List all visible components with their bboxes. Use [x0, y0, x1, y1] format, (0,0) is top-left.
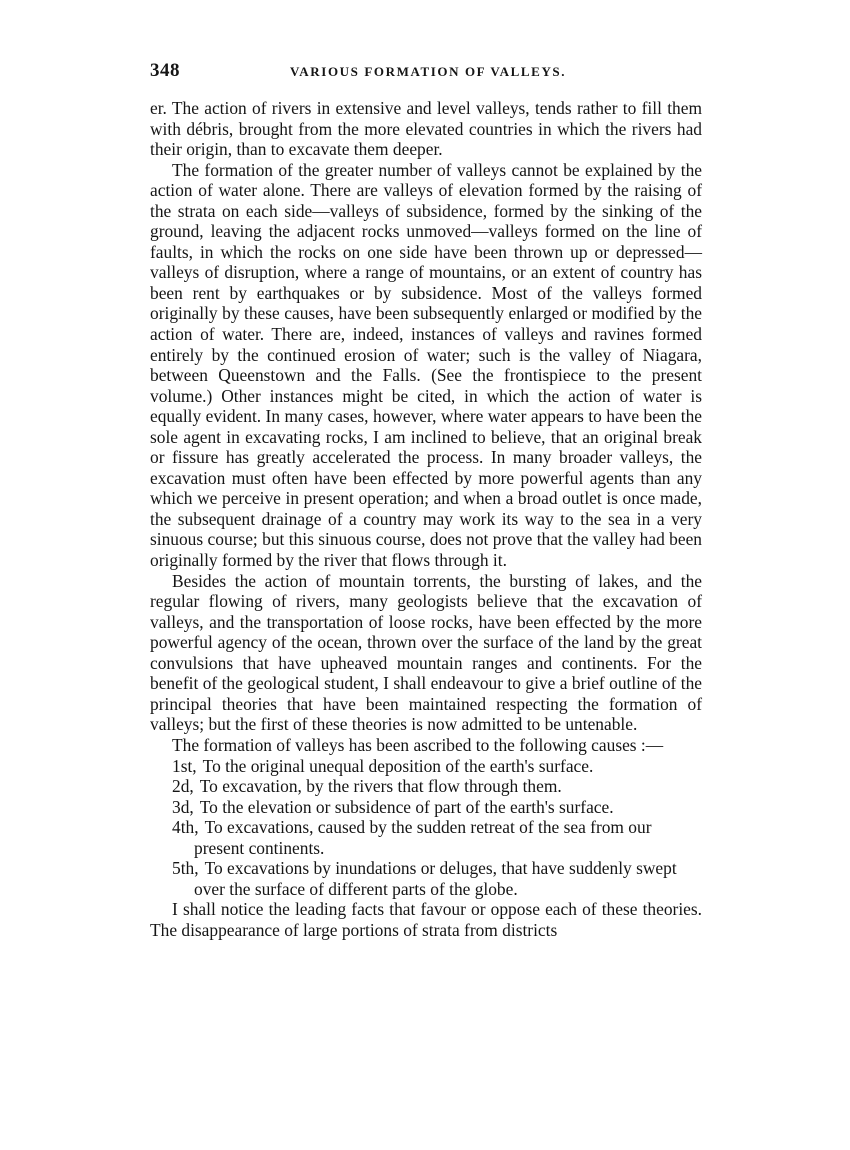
list-item-text: To excavations by inundations or deluges, that have suddenly swept over the surface of different parts of the globe. [194, 858, 677, 899]
book-page [150, 60, 702, 940]
list-item-number: 3d, [172, 796, 194, 817]
list-item-text: To excavations, caused by the sudden retreat of the sea from our present continents. [194, 817, 652, 858]
list-item [150, 817, 702, 858]
list-item-text: To the elevation or subsidence of part of the earth's surface. [199, 796, 614, 817]
page-body [150, 98, 702, 940]
list-item-number: 2d, [172, 776, 194, 797]
paragraph-closing: I shall notice the leading facts that favour or oppose each of these theories. The disappearance of large portions of strata from districts [150, 899, 702, 940]
running-head: VARIOUS FORMATION OF VALLEYS. [290, 64, 567, 79]
list-item-number: 1st, [172, 755, 197, 776]
list-item [150, 858, 702, 899]
paragraph-ocean-agency: Besides the action of mountain torrents, the bursting of lakes, and the regular flowing of rivers, many geologists believe that the excavation of valleys, and the transportation of loose rocks, have been effected by the more powerful agency of the ocean, thrown over the surface of the land by the great convulsions that have upheaved mountain ranges and continents. For the benefit of the geological student, I shall endeavour to give a brief outline of the principal theories that have been maintained respecting the formation of valleys; but the first of these theories is now admitted to be untenable. [150, 570, 702, 735]
paragraph-continuation: er. The action of rivers in extensive and level valleys, tends rather to fill them with débris, brought from the more elevated countries in which the rivers had their origin, than to excavate them deeper. [150, 98, 702, 160]
list-item-text: To the original unequal deposition of the earth's surface. [202, 755, 594, 776]
paragraph-valley-types: The formation of the greater number of valleys cannot be explained by the action of water alone. There are valleys of elevation formed by the raising of the strata on each side—valleys of subsidence, formed by the sinking of the ground, leaving the adjacent rocks unmoved—valleys formed on the line of faults, in which the rocks on one side have been thrown up or depressed—valleys of disruption, where a range of mountains, or an extent of country has been rent by earthquakes or by subsidence. Most of the valleys formed originally by these causes, have been subsequently enlarged or modified by the action of water. There are, indeed, instances of valleys and ravines formed entirely by the continued erosion of water; such is the valley of Niagara, between Queenstown and the Falls. (See the frontispiece to the present volume.) Other instances might be cited, in which the action of water is equally evident. In many cases, however, where water appears to have been the sole agent in excavating rocks, I am inclined to believe, that an original break or fissure has greatly accelerated the process. In many broader valleys, the excavation must often have been effected by more powerful agents than any which we perceive in present operation; and when a broad outlet is once made, the subsequent drainage of a country may work its way to the sea in a very sinuous course; but this sinuous course, does not prove that the valley had been originally formed by the river that flows through it. [150, 159, 702, 571]
list-item-text: To excavation, by the rivers that flow through them. [199, 776, 562, 797]
list-item-number: 4th, [172, 817, 199, 838]
paragraph-causes-intro: The formation of valleys has been ascribed to the following causes :— [172, 734, 664, 755]
list-item [150, 756, 702, 777]
list-item [150, 797, 702, 818]
page-number: 348 [150, 60, 180, 81]
causes-list [150, 756, 702, 900]
list-item [150, 776, 702, 797]
page-header [150, 60, 702, 90]
list-item-number: 5th, [172, 858, 199, 879]
